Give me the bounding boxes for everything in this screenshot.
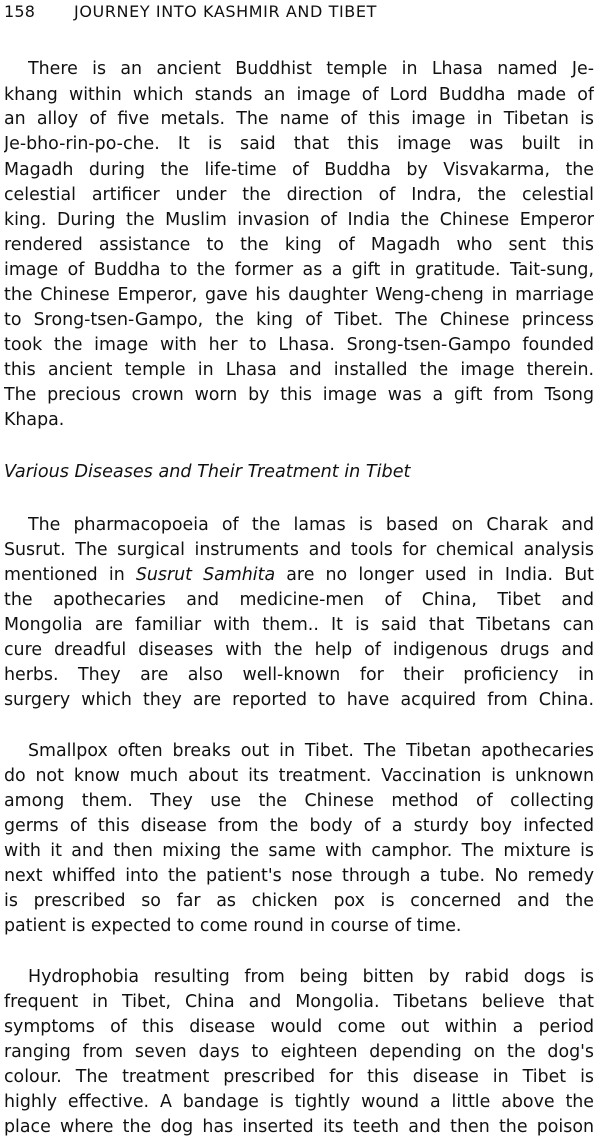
line-segment: are no longer used in India. But bbox=[286, 565, 594, 585]
paragraph-line: The pharmacopoeia of the lamas is based on Charak and bbox=[28, 515, 594, 535]
paragraph-line: king. During the Muslim invasion of India the Chinese Emperor bbox=[4, 210, 594, 230]
paragraph-line: celestial artificer under the direction of Indra, the celestial bbox=[4, 185, 594, 205]
paragraph-line: Magadh during the life-time of Buddha by Visvakarma, the bbox=[4, 160, 594, 180]
paragraph-line: Khapa. bbox=[4, 410, 65, 430]
paragraph-line: frequent in Tibet, China and Mongolia. Tibetans believe that bbox=[4, 992, 594, 1012]
paragraph-line: highly effective. A bandage is tightly wound a little above the bbox=[4, 1092, 594, 1112]
paragraph-line: place where the dog has inserted its teeth and then the poison bbox=[4, 1117, 594, 1137]
paragraph-line: patient is expected to come round in course of time. bbox=[4, 916, 462, 936]
paragraph-line: Je-bho-rin-po-che. It is said that this image was built in bbox=[4, 134, 594, 154]
paragraph-line: germs of this disease from the body of a sturdy boy infected bbox=[4, 816, 594, 836]
paragraph-line: an alloy of five metals. The name of this image in Tibetan is bbox=[4, 109, 594, 129]
paragraph-line: symptoms of this disease would come out within a period bbox=[4, 1017, 594, 1037]
paragraph-line: is prescribed so far as chicken pox is concerned and the bbox=[4, 891, 594, 911]
paragraph-line: khang within which stands an image of Lord Buddha made of bbox=[4, 85, 594, 105]
running-head bbox=[4, 0, 594, 24]
paragraph-line: Mongolia are familiar with them.. It is said that Tibetans can bbox=[4, 615, 594, 635]
paragraph-line: Smallpox often breaks out in Tibet. The Tibetan apothecaries bbox=[28, 741, 594, 761]
paragraph-line: Susrut. The surgical instruments and tools for chemical analysis bbox=[4, 540, 594, 560]
paragraph-line: do not know much about its treatment. Vaccination is unknown bbox=[4, 766, 594, 786]
paragraph-line: to Srong-tsen-Gampo, the king of Tibet. The Chinese princess bbox=[4, 310, 594, 330]
book-title: JOURNEY INTO KASHMIR AND TIBET bbox=[74, 2, 377, 21]
paragraph-line: the apothecaries and medicine-men of China, Tibet and bbox=[4, 590, 594, 610]
page-number: 158 bbox=[4, 2, 36, 21]
paragraph-line bbox=[4, 562, 594, 588]
line-segment: mentioned in bbox=[4, 565, 125, 585]
paragraph-line: took the image with her to Lhasa. Srong-tsen-Gampo founded bbox=[4, 335, 594, 355]
paragraph-line: surgery which they are reported to have acquired from China. bbox=[4, 690, 594, 710]
paragraph-line: cure dreadful diseases with the help of indigenous drugs and bbox=[4, 640, 594, 660]
paragraph-line: ranging from seven days to eighteen depending on the dog's bbox=[4, 1042, 594, 1062]
paragraph-line: with it and then mixing the same with camphor. The mixture is bbox=[4, 841, 594, 861]
section-heading: Various Diseases and Their Treatment in Tibet bbox=[4, 462, 411, 482]
paragraph-line: the Chinese Emperor, gave his daughter Weng-cheng in marriage bbox=[4, 285, 594, 305]
paragraph-line: next whiffed into the patient's nose through a tube. No remedy bbox=[4, 866, 594, 886]
paragraph-line: this ancient temple in Lhasa and installed the image therein. bbox=[4, 360, 594, 380]
paragraph-line: There is an ancient Buddhist temple in Lhasa named Je- bbox=[28, 59, 594, 79]
book-title-citation: Susrut Samhita bbox=[135, 565, 276, 585]
paragraph-line: herbs. They are also well-known for their proficiency in bbox=[4, 665, 594, 685]
paragraph-line: The precious crown worn by this image was a gift from Tsong bbox=[4, 385, 594, 405]
paragraph-line: image of Buddha to the former as a gift in gratitude. Tait-sung, bbox=[4, 260, 594, 280]
paragraph-line: among them. They use the Chinese method of collecting bbox=[4, 791, 594, 811]
paragraph-line: Hydrophobia resulting from being bitten by rabid dogs is bbox=[28, 967, 594, 987]
paragraph-line: colour. The treatment prescribed for this disease in Tibet is bbox=[4, 1067, 594, 1087]
paragraph-line: rendered assistance to the king of Magadh who sent this bbox=[4, 235, 594, 255]
